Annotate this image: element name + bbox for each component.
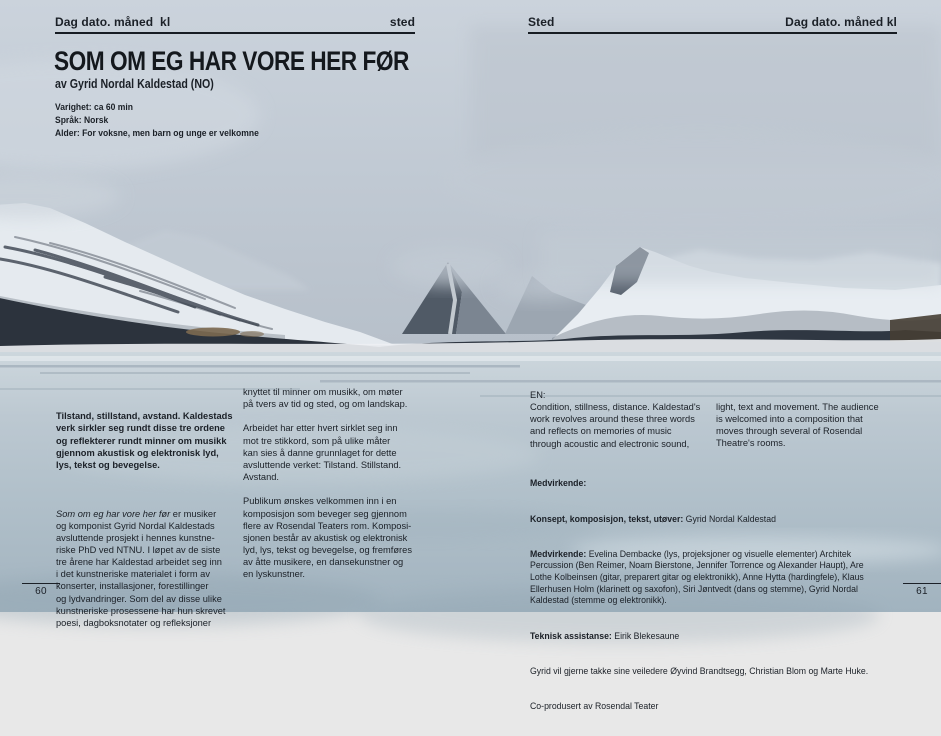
credits-heading: Medvirkende:: [530, 478, 587, 489]
show-info: Varighet: ca 60 min Språk: Norsk Alder: For voksne, men barn og unge er velkomne: [55, 102, 259, 139]
work-title-italic: Som om eg har vore her før: [56, 508, 171, 519]
credits-performers-label: Medvirkende:: [530, 548, 587, 559]
header-date-placeholder: Dag dato. måned kl: [55, 15, 171, 29]
credits-technical-label: Teknisk assistanse:: [530, 630, 612, 641]
about-paragraph-text: er musiker og komponist Gyrid Nordal Kaldestads avsluttende prosjekt i hennes kunstne- riske PhD ved NTNU. I løpet av de siste tre årene har Kaldestad arbeidet seg inn i det kunstneriske materialet i form av konserter, installasjoner, forestillinger og lydvandringer. Som del av disse ulike kunstneriske prosessene har hun skrevet poesi, dagboksnotater og refleksjoner: [56, 508, 226, 628]
header-venue-placeholder: sted: [389, 15, 415, 29]
page-right-header: [528, 15, 897, 34]
page-number-right: 61: [903, 583, 941, 597]
credits-technical-line: [530, 631, 868, 643]
credits-concept-value: Gyrid Nordal Kaldestad: [683, 513, 776, 524]
credits-concept-label: Konsept, komposisjon, tekst, utøver:: [530, 513, 684, 524]
credits-concept-line: [530, 514, 868, 526]
page-number-left: 60: [22, 583, 60, 597]
credits-technical-value: Eirik Blekesaune: [611, 630, 680, 641]
about-paragraph: [56, 508, 233, 630]
intro-paragraph: Tilstand, stillstand, avstand. Kaldestads verk sirkler seg rundt disse tre ordene og reflekterer rundt minner om musikk gjennom akustisk og elektronisk lyd, lys, tekst og bevegelse.: [56, 411, 233, 470]
credits-performers-line: [530, 549, 868, 608]
body-column-en-2: light, text and movement. The audience is welcomed into a composition that moves through several of Rosendal Theatre's rooms.: [716, 402, 879, 449]
body-column-1: [56, 386, 233, 653]
show-title: SOM OM EG HAR VORE HER FØR: [54, 46, 409, 76]
header-venue-placeholder: Sted: [528, 15, 555, 29]
credits-performers-value: Evelina Dembacke (lys, projeksjoner og visuelle elementer) Architek Percussion (Ben Reimer, Noam Bierstone, Jennifer Torrence og Alexander Haupt), Are Lothe Kolbeinsen (gitar, preparert gitar og elektronikk), Anne Hytta (hardingfele), Klaus Ellerhusen Holm (klarinett og saxofon), Siri Jøntvedt (dans og stemme), Gyrid Nordal Kaldestad (stemme og elektronikk).: [530, 548, 864, 606]
credits-coproduction-line: Co-produsert av Rosendal Teater: [530, 700, 659, 711]
header-date-placeholder: Dag dato. måned kl: [785, 15, 897, 29]
show-byline: av Gyrid Nordal Kaldestad (NO): [55, 77, 214, 91]
body-column-2: knyttet til minner om musikk, om møter på tvers av tid og sted, og om landskap. Arbeidet har etter hvert sirklet seg inn mot tre stikkord, som på ulike måter kan sies å danne grunnlaget for dette avsluttende verket: Tilstand. Stillstand. Avstand. Publikum ønskes velkommen inn i en komposisjon som beveger seg gjennom flere av Rosendal Teaters rom. Komposi- sjonen består av akustisk og elektronisk lyd, lys, tekst og bevegelse, og fremføres av åtte musikere, en dansekunstner og en lyskunstner.: [243, 387, 412, 580]
credits-block: [530, 455, 868, 736]
page-left-header: [55, 15, 415, 34]
credits-thanks-line: Gyrid vil gjerne takke sine veiledere Øyvind Brandtsegg, Christian Blom og Marte Huke.: [530, 665, 869, 676]
body-column-en-1: EN: Condition, stillness, distance. Kaldestad's work revolves around these three words and reflects on memories of music through acoustic and electronic sound,: [530, 390, 701, 449]
